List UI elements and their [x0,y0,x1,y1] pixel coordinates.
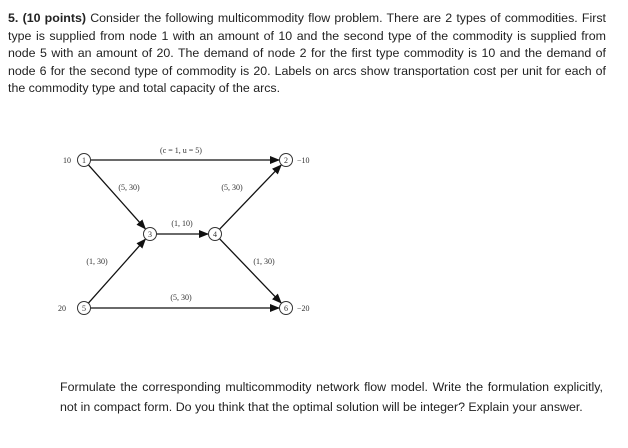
problem-points: (10 points) [22,11,86,25]
problem-number: 5. [8,11,19,25]
supply-label-1: 10 [63,156,71,165]
arc-label-4-2: (5, 30) [221,183,243,192]
arc-5-3 [88,239,145,303]
node-label-3: 3 [148,229,152,239]
arc-label-5-6: (5, 30) [170,293,192,302]
node-label-4: 4 [213,229,217,239]
node-label-2: 2 [284,155,288,165]
question-text: Formulate the corresponding multicommodity network flow model. Write the formulation explicitly, not in compact form. Do you think that the optimal solution will be integer? Explain your answer. [60,380,603,414]
node-label-1: 1 [82,155,86,165]
supply-label-2: −10 [297,156,310,165]
problem-text: Consider the following multicommodity flow problem. There are 2 types of commodities. First type is supplied from node 1 with an amount of 10 and the second type of the commodity is supplied from node 5 with an amount of 20. The demand of node 2 for the first type commodity is 10 and the demand of node 6 for the second type of commodity is 20. Labels on arcs show transportation cost per unit for each of the commodity type and total capacity of the arcs. [8,11,606,96]
arc-label-3-4: (1, 10) [171,219,193,228]
arc-label-1-3: (5, 30) [118,183,140,192]
arc-1-3 [88,165,145,229]
arc-label-4-6: (1, 30) [253,257,275,266]
arc-4-2 [220,165,282,229]
arc-label-5-3: (1, 30) [86,257,108,266]
arc-label-1-2: (c = 1, u = 5) [160,146,202,155]
node-label-5: 5 [82,303,86,313]
node-label-6: 6 [284,303,288,313]
supply-label-5: 20 [58,304,66,313]
supply-label-6: −20 [297,304,310,313]
labels-layer [58,146,310,313]
arcs-layer [88,160,281,308]
arc-4-6 [220,239,282,303]
